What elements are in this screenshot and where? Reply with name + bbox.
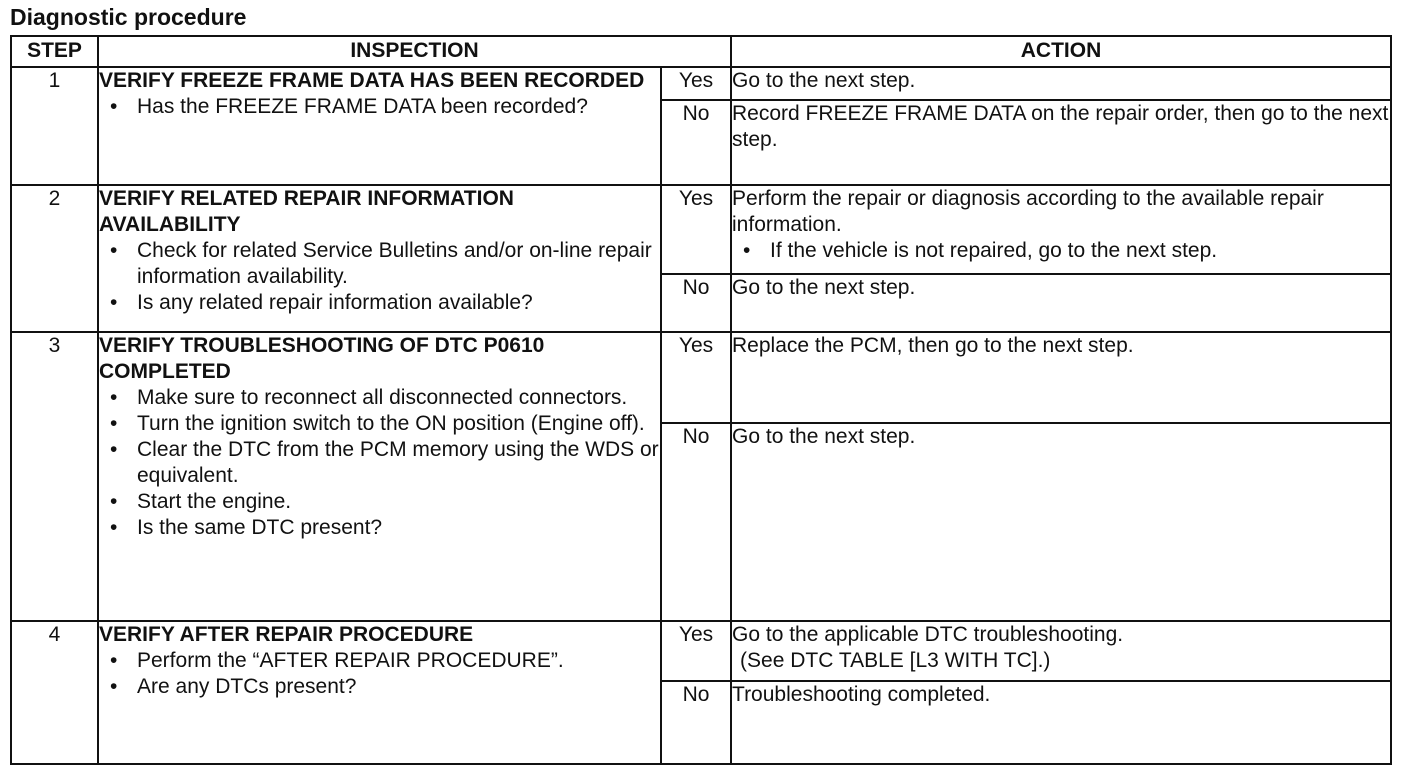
inspection-cell [98, 621, 661, 764]
no-label: No [661, 681, 731, 764]
yes-action: Replace the PCM, then go to the next step. [731, 332, 1391, 423]
table-row-step-4-yes [11, 621, 1391, 681]
yes-label: Yes [661, 67, 731, 100]
inspection-title: VERIFY RELATED REPAIR INFORMATION AVAILABILITY [99, 187, 514, 236]
inspection-title: VERIFY AFTER REPAIR PROCEDURE [99, 623, 474, 646]
inspection-cell [98, 67, 661, 185]
action-note: • If the vehicle is not repaired, go to the next step. [770, 238, 1390, 264]
inspection-item: • Is any related repair information available? [137, 290, 660, 316]
column-header-step: STEP [11, 36, 98, 67]
column-header-inspection: INSPECTION [98, 36, 731, 67]
inspection-cell [98, 185, 661, 332]
yes-action-cell [731, 185, 1391, 274]
page-title: Diagnostic procedure [10, 4, 247, 30]
no-label: No [661, 274, 731, 332]
no-label: No [661, 100, 731, 185]
inspection-item: • Check for related Service Bulletins and/or on-line repair information availability. [137, 238, 660, 290]
inspection-checklist [99, 648, 660, 700]
no-action: Go to the next step. [731, 423, 1391, 621]
no-action: Go to the next step. [731, 274, 1391, 332]
inspection-title: VERIFY TROUBLESHOOTING OF DTC P0610 COMPLETED [99, 334, 545, 383]
table-header-row [11, 36, 1391, 67]
no-action: Troubleshooting completed. [731, 681, 1391, 764]
inspection-item: • Turn the ignition switch to the ON position (Engine off). [137, 411, 660, 437]
yes-action-cell [731, 621, 1391, 681]
inspection-title: VERIFY FREEZE FRAME DATA HAS BEEN RECORDED [99, 69, 645, 92]
step-number: 4 [11, 621, 98, 764]
table-row-step-3-yes [11, 332, 1391, 423]
table-row-step-2-yes [11, 185, 1391, 274]
yes-action: Go to the applicable DTC troubleshooting. [732, 623, 1124, 646]
yes-label: Yes [661, 332, 731, 423]
inspection-item: • Start the engine. [137, 489, 660, 515]
yes-label: Yes [661, 621, 731, 681]
inspection-checklist [99, 238, 660, 316]
inspection-item: • Has the FREEZE FRAME DATA been recorded? [137, 94, 660, 120]
column-header-action: ACTION [731, 36, 1391, 67]
diagnostic-procedure-table [10, 35, 1392, 765]
yes-action: Go to the next step. [731, 67, 1391, 100]
no-action: Record FREEZE FRAME DATA on the repair order, then go to the next step. [731, 100, 1391, 185]
inspection-item: • Is the same DTC present? [137, 515, 660, 541]
step-number: 1 [11, 67, 98, 185]
yes-action-reference: (See DTC TABLE [L3 WITH TC].) [740, 649, 1051, 672]
inspection-item: • Clear the DTC from the PCM memory using the WDS or equivalent. [137, 437, 660, 489]
yes-action: Perform the repair or diagnosis according to the available repair information. [732, 187, 1324, 236]
inspection-item: • Make sure to reconnect all disconnected connectors. [137, 385, 660, 411]
table-row-step-1-yes [11, 67, 1391, 100]
step-number: 3 [11, 332, 98, 621]
action-notes [732, 238, 1390, 264]
inspection-cell [98, 332, 661, 621]
no-label: No [661, 423, 731, 621]
inspection-item: • Perform the “AFTER REPAIR PROCEDURE”. [137, 648, 660, 674]
inspection-checklist [99, 385, 660, 541]
step-number: 2 [11, 185, 98, 332]
yes-label: Yes [661, 185, 731, 274]
inspection-item: • Are any DTCs present? [137, 674, 660, 700]
inspection-checklist [99, 94, 660, 120]
